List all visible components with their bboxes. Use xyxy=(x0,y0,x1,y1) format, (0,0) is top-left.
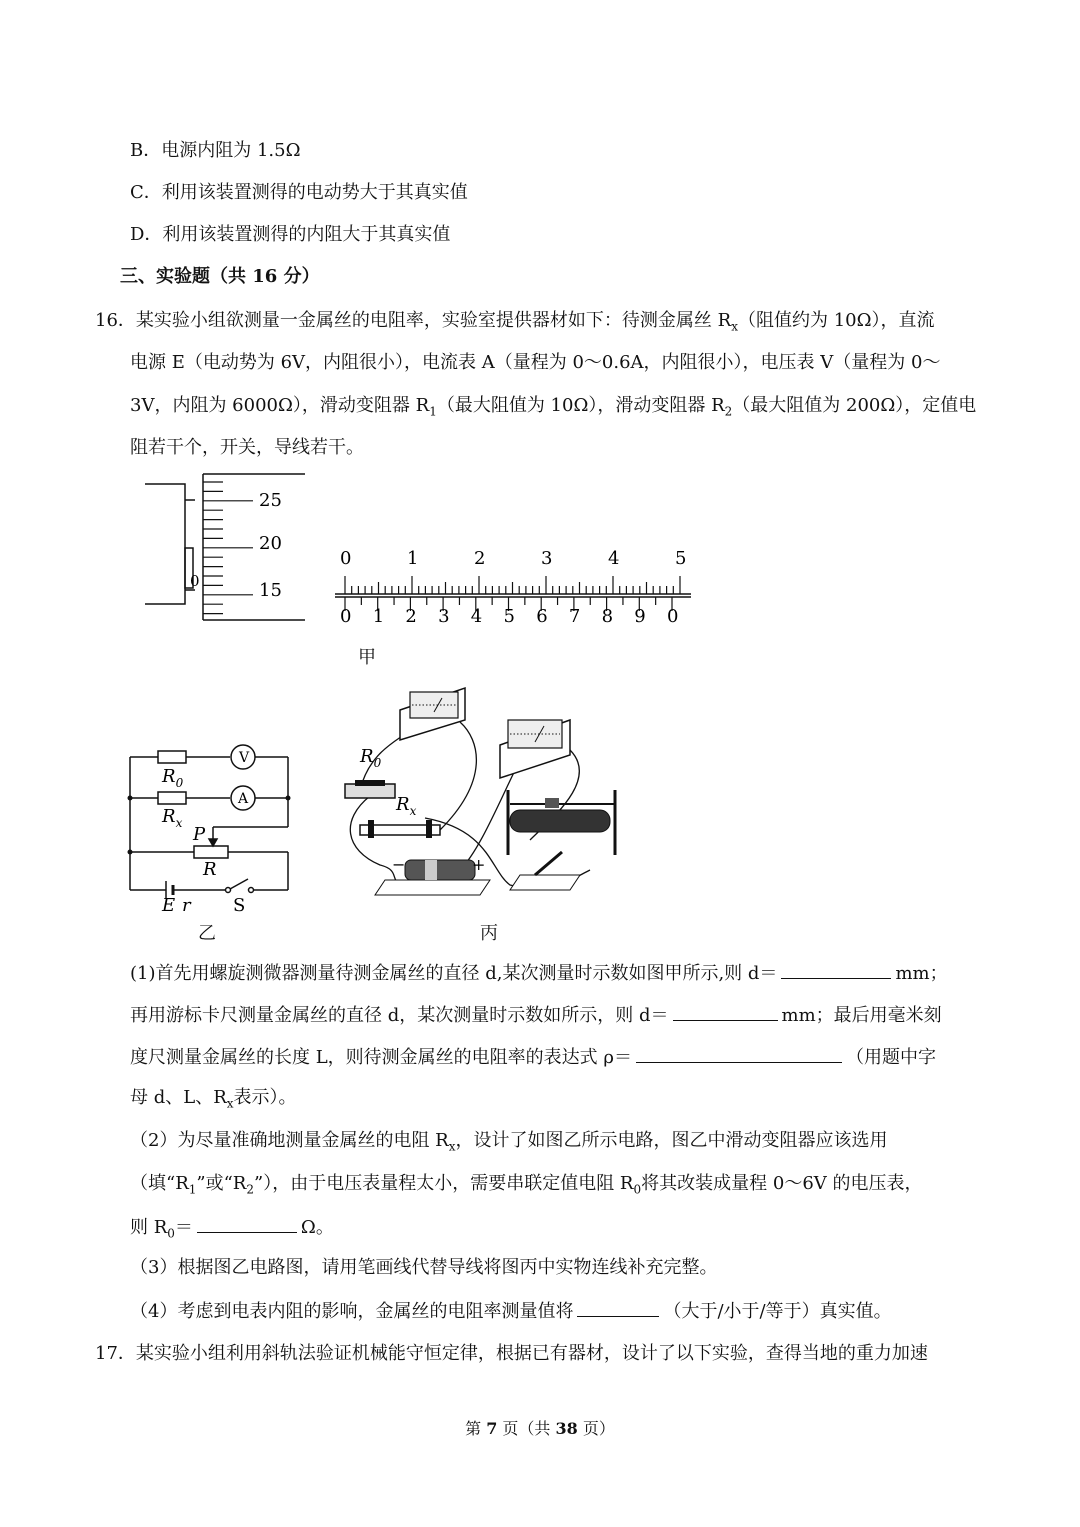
answer-blank-r0[interactable] xyxy=(197,1214,297,1233)
q16-line1: 16．某实验小组欲测量一金属丝的电阻率，实验室提供器材如下：待测金属丝 $R_x$（阻值约为 10Ω），直流 xyxy=(95,310,935,334)
caption-bing: 丙 xyxy=(480,923,498,944)
label-r: R xyxy=(203,859,217,880)
label-r0: $R_0$ xyxy=(162,766,184,790)
label-s: S xyxy=(233,895,246,915)
vernier-scale-label: 6 xyxy=(536,606,548,627)
answer-blank-rho[interactable] xyxy=(636,1044,842,1063)
ammeter-label: A xyxy=(238,791,249,807)
main-scale-label: 3 xyxy=(541,548,553,569)
caption-yi: 乙 xyxy=(198,923,216,944)
figure-jia xyxy=(135,470,705,670)
vernier-scale-label: 8 xyxy=(601,606,614,627)
vernier-scale-label: 2 xyxy=(405,606,417,627)
sub2-line3: 则 $R_0= \Omega$。 xyxy=(130,1214,334,1246)
sub3-line: （3）根据图乙电路图，请用笔画线代替导线将图丙中实物连线补充完整。 xyxy=(130,1257,718,1278)
label-e: E xyxy=(162,895,176,915)
figure-yi-circuit xyxy=(118,730,303,915)
label-p: P xyxy=(193,824,206,845)
page-number: 7 xyxy=(486,1419,498,1438)
thimble-label-25: 25 xyxy=(259,490,282,511)
sub1-line1: (1)首先用螺旋测微器测量待测金属丝的直径 d,某次测量时示数如图甲所示,则 d＝ mm； xyxy=(130,960,948,986)
answer-blank-d1[interactable] xyxy=(781,960,891,979)
sub2-line1: （2）为尽量准确地测量金属丝的电阻 $R_x$，设计了如图乙所示电路，图乙中滑动变阻器应该选用 xyxy=(130,1130,888,1154)
resistor-r0 xyxy=(158,751,186,763)
caliper-main-scale-ticks xyxy=(345,576,680,594)
thimble-label-20: 20 xyxy=(259,533,282,554)
rx-device xyxy=(360,820,440,838)
option-b: B．电源内阻为 1.5Ω xyxy=(130,140,301,161)
page-total: 38 xyxy=(555,1419,578,1438)
vernier-scale-label: 1 xyxy=(372,606,385,627)
vernier-scale-label: 7 xyxy=(568,606,581,627)
bing-label-rx: $R_x$ xyxy=(396,794,417,818)
resistor-rx xyxy=(158,792,186,804)
section-title: 三、实验题（共 16 分） xyxy=(120,266,320,287)
q17-line: 17．某实验小组利用斜轨法验证机械能守恒定律，根据已有器材，设计了以下实验，查得当地的重力加速 xyxy=(95,1343,928,1364)
main-scale-label: 0 xyxy=(340,548,352,569)
main-scale-label: 2 xyxy=(474,548,486,569)
ammeter-device xyxy=(500,720,570,778)
vernier-scale-label: 9 xyxy=(634,606,646,627)
main-scale-label: 4 xyxy=(608,548,620,569)
caliper-vernier-scale-labels xyxy=(340,606,678,627)
caliper xyxy=(335,594,691,597)
main-scale-label: 1 xyxy=(407,548,419,569)
q16-line3: 3V，内阻为 6000Ω），滑动变阻器 $R_1$（最大阻值为 10Ω），滑动变阻器 $R_2$（最大阻值为 200Ω），定值电 xyxy=(130,395,977,419)
caption-jia: 甲 xyxy=(358,647,376,668)
vernier-scale-label: 5 xyxy=(503,606,515,627)
voltmeter-label: V xyxy=(239,750,250,766)
switch-s xyxy=(230,879,248,889)
main-scale-label: 5 xyxy=(675,548,687,569)
option-c: C．利用该装置测得的电动势大于其真实值 xyxy=(130,182,468,203)
rheostat-r xyxy=(194,846,228,858)
label-rx: $R_x$ xyxy=(162,806,183,830)
sub2-line2: （填“$R_1$”或“$R_2$”），由于电压表量程太小，需要串联定值电阻 $R_0$将其改装成量程 0～6V 的电压表， xyxy=(130,1173,923,1197)
rheostat-device xyxy=(508,790,615,855)
caliper-main-scale-labels xyxy=(340,548,686,569)
micrometer-thimble-ticks xyxy=(203,482,253,614)
vernier-scale-label: 3 xyxy=(438,606,450,627)
q16-line4: 阻若干个，开关，导线若干。 xyxy=(130,437,364,458)
battery-minus-label: − xyxy=(392,855,406,874)
bing-label-r0: $R_0$ xyxy=(360,746,382,770)
switch-device xyxy=(510,852,580,890)
battery-plus-label: + xyxy=(472,855,486,874)
answer-blank-d2[interactable] xyxy=(673,1002,778,1021)
vernier-scale-label: 4 xyxy=(470,606,483,627)
sub1-line3: 度尺测量金属丝的长度 L，则待测金属丝的电阻率的表达式 ρ＝ （用题中字 xyxy=(130,1044,936,1070)
figure-bing-apparatus xyxy=(330,680,650,900)
thimble-label-15: 15 xyxy=(259,580,282,601)
answer-blank-compare[interactable] xyxy=(577,1298,659,1317)
vernier-scale-label: 0 xyxy=(667,606,679,627)
label-r-internal: r xyxy=(182,895,191,915)
sleeve-zero-label: 0 xyxy=(190,572,200,590)
voltmeter-device xyxy=(400,688,465,740)
q16-line2: 电源 E（电动势为 6V，内阻很小），电流表 A（量程为 0～0.6A，内阻很小），电压表 V（量程为 0～ xyxy=(130,352,941,373)
sub1-line4: 母 d、L、$R_x$表示）。 xyxy=(130,1087,297,1111)
page-footer: 第 7 页（共 38 页） xyxy=(465,1419,615,1438)
sub1-line2: 再用游标卡尺测量金属丝的直径 d，某次测量时示数如所示，则 d＝ mm；最后用毫米刻 xyxy=(130,1002,942,1028)
r0-device xyxy=(345,780,395,798)
option-d: D．利用该装置测得的内阻大于其真实值 xyxy=(130,224,451,245)
vernier-scale-label: 0 xyxy=(340,606,352,627)
sub4-line: （4）考虑到电表内阻的影响，金属丝的电阻率测量值将 （大于/小于/等于）真实值。 xyxy=(130,1298,892,1324)
